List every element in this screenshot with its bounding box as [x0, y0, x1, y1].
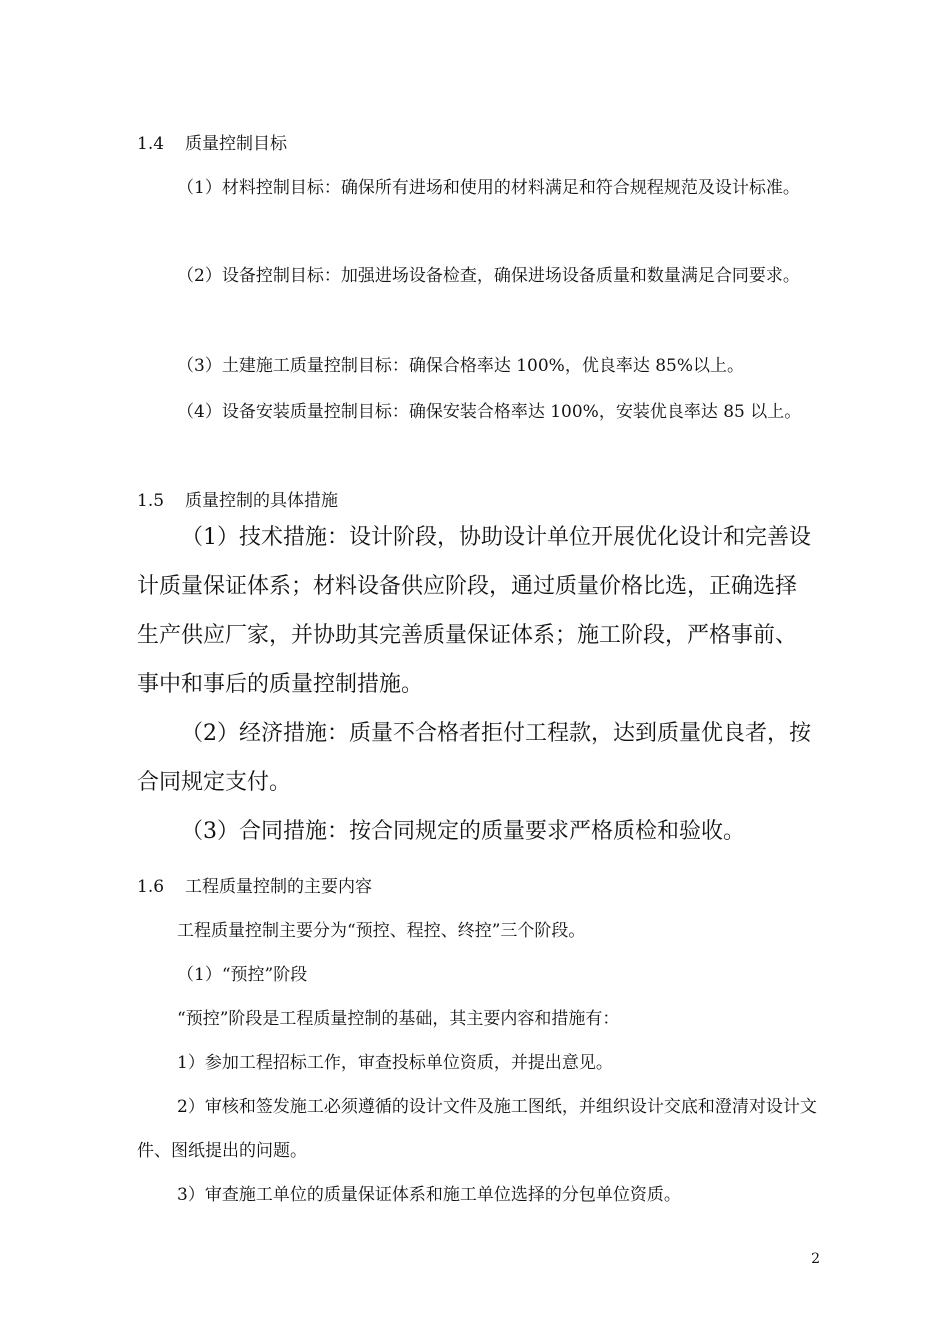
section-number: 1.4 — [137, 134, 165, 154]
section-heading-1-6 — [137, 874, 817, 900]
paragraph-civil-quality: （3）土建施工质量控制目标：确保合格率达 100%，优良率达 85%以上。 — [177, 356, 745, 376]
section-number: 1.5 — [137, 491, 165, 511]
section-title: 质量控制目标 — [185, 134, 287, 154]
section-heading-1-5 — [137, 488, 817, 514]
paragraph-installation-quality: （4）设备安装质量控制目标：确保安装合格率达 100%，安装优良率达 85 以上。 — [177, 402, 802, 422]
paragraph-economic-measures: （2）经济措施：质量不合格者拒付工程款，达到质量优良者，按合同规定支付。 — [137, 721, 811, 795]
paragraph-precontrol-stage: （1）“预控”阶段 — [177, 965, 308, 985]
section-title: 质量控制的具体措施 — [185, 491, 338, 511]
paragraph-precontrol-basis: “预控”阶段是工程质量控制的基础，其主要内容和措施有： — [177, 1009, 620, 1029]
paragraph-contract-measures: （3）合同措施：按合同规定的质量要求严格质检和验收。 — [181, 819, 745, 844]
paragraph-equipment-control: （2）设备控制目标：加强进场设备检查，确保进场设备质量和数量满足合同要求。 — [177, 266, 800, 286]
paragraph-technical-measures: （1）技术措施：设计阶段，协助设计单位开展优化设计和完善设计质量保证体系；材料设备供应阶段，通过质量价格比选，正确选择生产供应厂家，并协助其完善质量保证体系；施工阶段，严格事前、事中和事后的质量控制措施。 — [137, 525, 811, 697]
section-heading-1-4 — [137, 131, 817, 157]
paragraph-design-review: 2）审核和签发施工必须遵循的设计文件及施工图纸，并组织设计交底和澄清对设计文件、图纸提出的问题。 — [137, 1097, 817, 1161]
paragraph-qa-system-review: 3）审查施工单位的质量保证体系和施工单位选择的分包单位资质。 — [177, 1185, 681, 1205]
section-title: 工程质量控制的主要内容 — [185, 877, 372, 897]
page-number: 2 — [811, 1251, 820, 1267]
paragraph-material-control: （1）材料控制目标：确保所有进场和使用的材料满足和符合规程规范及设计标准。 — [177, 178, 800, 198]
paragraph-bidding-review: 1）参加工程招标工作，审查投标单位资质，并提出意见。 — [177, 1053, 613, 1073]
section-number: 1.6 — [137, 877, 165, 897]
paragraph-three-stages: 工程质量控制主要分为“预控、程控、终控”三个阶段。 — [177, 921, 586, 941]
